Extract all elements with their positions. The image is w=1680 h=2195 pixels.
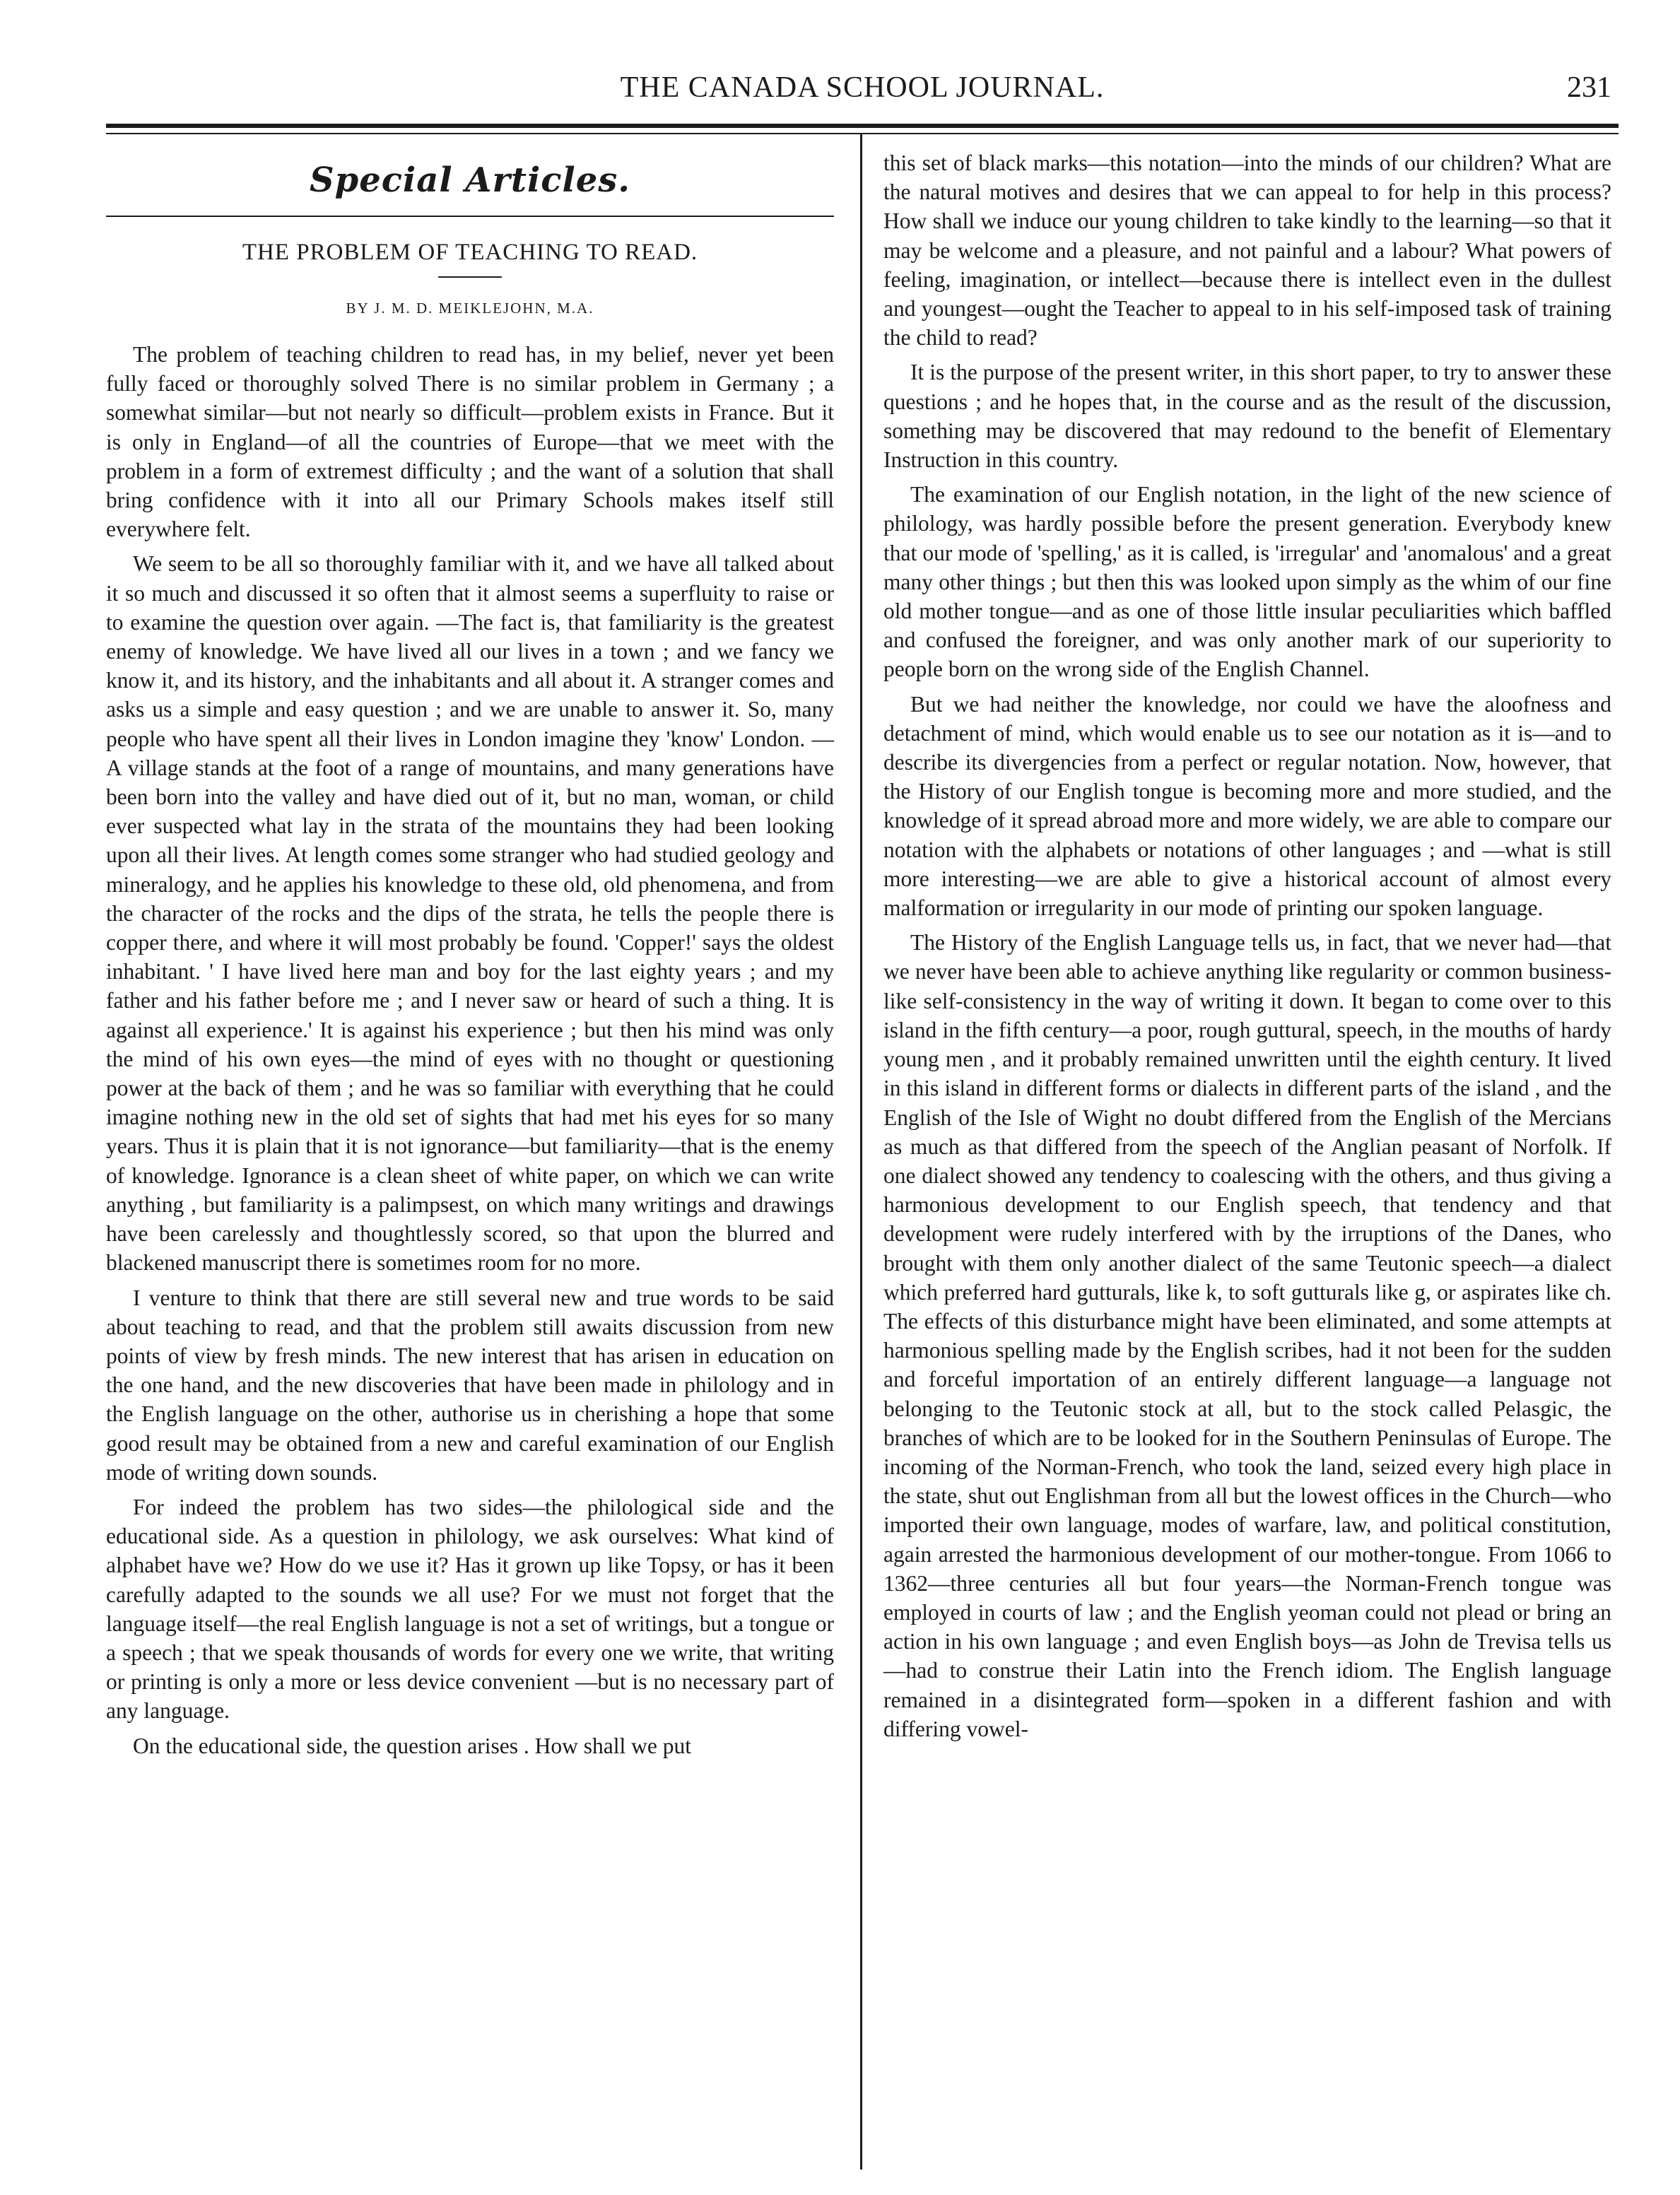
title-rule xyxy=(438,276,502,278)
paragraph: The History of the English Language tells us, in fact, that we never had—that we never have been able to achieve anything like regularity or common business-like self-consistency in the way of writing it down. It began to come over to this island in the fifth century—a poor, rough guttural, speech, in the mouths of hardy young men , and it probably remained unwritten until the eighth century. It lived in this island in different forms or dialects in different parts of the island , and the English of the Isle of Wight no doubt differed from the English of the Mercians as much as that differed from the speech of the Anglian peasant of Norfolk. If one dialect showed any tendency to coalescing with the others, and thus giving a harmonious development to our English speech, that tendency and that development were rudely interfered with by the irruptions of the Danes, who brought with them only another dialect of the same Teutonic speech—a dialect which preferred hard gutturals, like k, to soft gutturals like g, or aspirates like ch. The effects of this disturbance might have been eliminated, and some attempts at harmonious spelling made by the English scribes, had it not been for the sudden and forceful importation of an entirely different language—a language not belonging to the Teutonic stock at all, but to the stock called Pelasgic, the branches of which are to be looked for in the Southern Peninsulas of Europe. The incoming of the Norman-French, who took the land, seized every high place in the state, shut out Englishman from all but the lowest offices in the Church—who imported their own language, modes of warfare, law, and political constitution, again arrested the harmonious development of our mother-tongue. From 1066 to 1362—three centuries all but four years—the Norman-French tongue was employed in courts of law ; and the English yeoman could not plead or bring an action in his own language ; and even English boys—as John de Trevisa tells us—had to construe their Latin into the French idiom. The English language remained in a disintegrated form—spoken in a different fashion and with differing vowel- xyxy=(883,930,1611,1741)
header-rule-thick xyxy=(106,124,1619,128)
paragraph: I venture to think that there are still several new and true words to be said about teaching to read, and that the problem still awaits discussion from new points of view by fresh minds. The new interest that has arisen in education on the one hand, and the new discoveries that have been made in philology and in the English language on the other, authorise us in cherishing a hope that some good result may be obtained from a new and careful examination of our English mode of writing down sounds. xyxy=(106,1285,834,1485)
paragraph: The examination of our English notation, in the light of the new science of philology, was hardly possible before the present generation. Everybody knew that our mode of 'spelling,' as it is called, is 'irregular' and 'anomalous' and a great many other things ; but then this was looked upon simply as the whim of our fine old mother tongue—and as one of those little insular peculiarities which baffled and confused the foreigner, and was only another mark of our superiority to people born on the wrong side of the English Channel. xyxy=(883,482,1611,682)
page-number: 231 xyxy=(1567,71,1611,104)
paragraph: It is the purpose of the present writer, in this short paper, to try to answer these questions ; and he hopes that, in the course and as the result of the discussion, something may be discovered that may redound to the benefit of Elementary Instruction in this country. xyxy=(883,360,1611,473)
paragraph: We seem to be all so thoroughly familiar with it, and we have all talked about it so much and discussed it so often that it almost seems a superfluity to raise or to examine the question over again. —The fact is, that familiarity is the greatest enemy of knowledge. We have lived all our lives in a town ; and we fancy we know it, and its history, and the inhabitants and all about it. A stranger comes and asks us a simple and easy question ; and we are unable to answer it. So, many people who have spent all their lives in London imagine they 'know' London. — A village stands at the foot of a range of mountains, and many generations have been born into the valley and have died out of it, but no man, woman, or child ever suspected what lay in the strata of the mountains they had been looking upon all their lives. At length comes some stranger who had studied geology and mineralogy, and he applies his knowledge to these old, old phenomena, and from the character of the rocks and the dips of the strata, he tells the people there is copper there, and where it will most probably be found. 'Copper!' says the oldest inhabitant. ' I have lived here man and boy for the last eighty years ; and my father and his father before me ; and I never saw or heard of such a thing. It is against all experience.' It is against his experience ; but then his mind was only the mind of his own eyes—the mind of eyes with no thought or questioning power at the back of them ; and he was so familiar with everything that he could imagine nothing new in the old set of sights that had met his eyes for so many years. Thus it is plain that it is not ignorance—but familiarity—that is the enemy of knowledge. Ignorance is a clean sheet of white paper, on which we can write anything , but familiarity is a palimpsest, on which many writings and drawings have been carelessly and thoughtlessly scored, so that upon the blurred and blackened manuscript there is sometimes room for no more. xyxy=(106,551,834,1276)
section-heading: Special Articles. xyxy=(310,160,630,200)
section-rule xyxy=(106,216,834,217)
paragraph: For indeed the problem has two sides—the philological side and the educational side. As a question in philology, we ask ourselves: What kind of alphabet have we? How do we use it? Has it grown up like Topsy, or has it been carefully adapted to the sounds we all use? For we must not forget that the language itself—the real English language is not a set of writings, but a tongue or a speech ; that we speak thousands of words for every one we write, that writing or printing is only a more or less device convenient —but is no necessary part of any language. xyxy=(106,1494,834,1724)
paragraph: The problem of teaching children to read has, in my belief, never yet been fully faced or thoroughly solved There is no similar problem in Germany ; a somewhat similar—but not nearly so difficult—problem exists in France. But it is only in England—of all the countries of Europe—that we meet with the problem in a form of extremest difficulty ; and the want of a solution that shall bring confidence with it into all our Primary Schools makes itself still everywhere felt. xyxy=(106,342,834,542)
paragraph: On the educational side, the question arises . How shall we put xyxy=(133,1733,691,1758)
column-divider xyxy=(860,134,862,2170)
byline: BY J. M. D. MEIKLEJOHN, M.A. xyxy=(346,300,594,317)
running-head xyxy=(106,71,1619,120)
header-rule-thin xyxy=(106,133,1619,134)
paragraph: But we had neither the knowledge, nor could we have the aloofness and detachment of mind, which would enable us to see our notation as it is—and to describe its divergencies from a perfect or regular notation. Now, however, that the History of our English tongue is becoming more and more studied, and the knowledge of it spread abroad more and more widely, we are able to compare our notation with the alphabets or notations of other languages ; and —what is still more interesting—we are able to give a historical account of almost every malformation or irregularity in our mode of printing our spoken language. xyxy=(883,691,1611,921)
journal-page xyxy=(106,28,1619,2177)
article-title: THE PROBLEM OF TEACHING TO READ. xyxy=(242,240,698,265)
paragraph-continued: this set of black marks—this notation—into the minds of our children? What are the natural motives and desires that we can appeal to for help in this process? How shall we induce our young children to take kindly to the learning—so that it may be welcome and a pleasure, and not painful and a labour? What powers of feeling, imagination, or intellect—because there is intellect even in the dullest and youngest—ought the Teacher to appeal to in his self-imposed task of training the child to read? xyxy=(883,151,1611,351)
journal-title: THE CANADA SCHOOL JOURNAL. xyxy=(620,71,1105,104)
right-column xyxy=(883,148,1611,1749)
left-column xyxy=(106,159,834,1766)
